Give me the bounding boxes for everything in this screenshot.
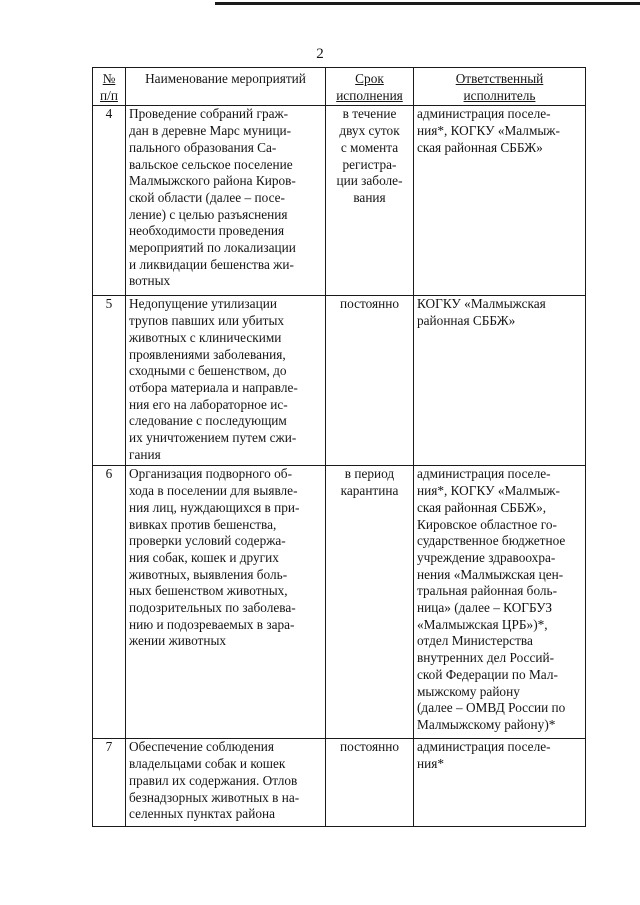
row-responsible: КОГКУ «Малмыжская районная СББЖ» <box>414 296 586 466</box>
row-num: 6 <box>93 466 126 739</box>
table-row <box>93 466 586 739</box>
row-term: в период карантина <box>326 466 414 739</box>
row-measure: Проведение собраний граж- дан в деревне Марс муници- пального образования Са- вальское сельское поселение Малмыжского района Киров- ской области (далее – посе- ление) с целью разъяснения необходимости проведения мероприятий по локализации и ликвидации бешенства жи- вотных <box>126 106 326 296</box>
header-resp: Ответственный исполнитель <box>414 68 586 106</box>
row-term: постоянно <box>326 739 414 827</box>
row-term: в течение двух суток с момента регистра- ции заболе- вания <box>326 106 414 296</box>
table-row <box>93 106 586 296</box>
row-responsible: администрация поселе- ния*, КОГКУ «Малмыж- ская районная СББЖ» <box>414 106 586 296</box>
table-row <box>93 739 586 827</box>
top-edge-line <box>215 2 640 5</box>
row-responsible: администрация поселе- ния* <box>414 739 586 827</box>
row-term: постоянно <box>326 296 414 466</box>
row-num: 7 <box>93 739 126 827</box>
row-num: 5 <box>93 296 126 466</box>
row-measure: Организация подворного об- хода в поселении для выявле- ния лиц, нуждающихся в при- вивках против бешенства, проверки условий содержа- ния собак, кошек и других животных, выявления боль- ных бешенством животных, подозрительных по заболева- нию и подозреваемых в зара- жении животных <box>126 466 326 739</box>
header-name: Наименование мероприятий <box>126 68 326 106</box>
row-num: 4 <box>93 106 126 296</box>
row-measure: Обеспечение соблюдения владельцами собак и кошек правил их содержания. Отлов безнадзорных животных в на- селенных пунктах района <box>126 739 326 827</box>
header-num: № п/п <box>93 68 126 106</box>
page-number: 2 <box>316 46 324 62</box>
measures-table <box>92 67 586 827</box>
header-term: Срок исполнения <box>326 68 414 106</box>
table-header-row <box>93 68 586 106</box>
row-responsible: администрация поселе- ния*, КОГКУ «Малмыж- ская районная СББЖ», Кировское областное го- сударственное бюджетное учреждение здравоохра- нения «Малмыжская цен- тральная районная боль- ница» (далее – КОГБУЗ «Малмыжская ЦРБ»)*, отдел Министерства внутренних дел Россий- ской Федерации по Мал- мыжскому району (далее – ОМВД России по Малмыжскому району)* <box>414 466 586 739</box>
table-row <box>93 296 586 466</box>
row-measure: Недопущение утилизации трупов павших или убитых животных с клиническими проявлениями заболевания, сходными с бешенством, до отбора материала и направле- ния его на лабораторное ис- следование с последующим их уничтожением путем сжи- гания <box>126 296 326 466</box>
